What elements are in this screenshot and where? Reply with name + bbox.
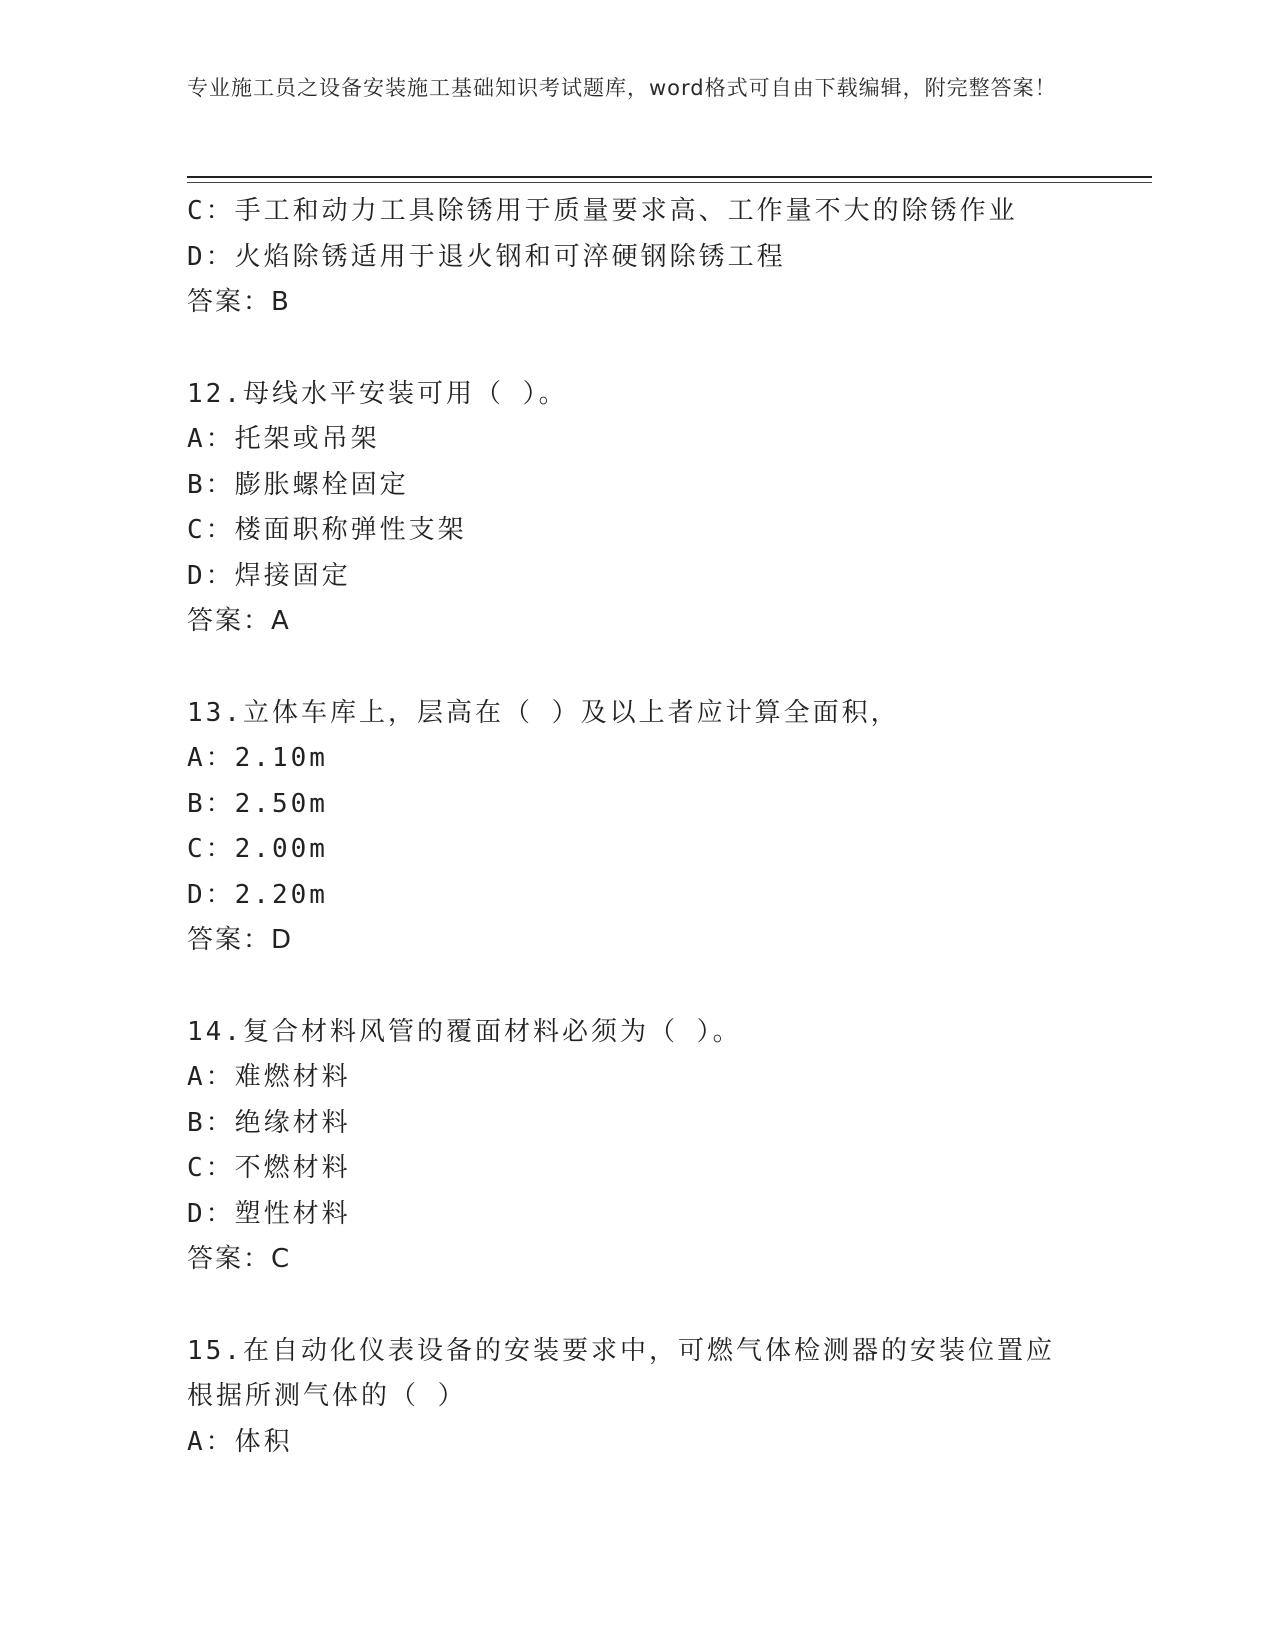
document-title: 专业施工员之设备安装施工基础知识考试题库，word格式可自由下载编辑，附完整答案！ (187, 76, 1057, 100)
spacer (187, 326, 1127, 372)
answer-line: 答案：B (187, 287, 291, 317)
option-c: C：手工和动力工具除锈用于质量要求高、工作量不大的除锈作业 (187, 196, 1018, 226)
question-text: 15.在自动化仪表设备的安装要求中，可燃气体检测器的安装位置应根据所测气体的（ ） (187, 1335, 1055, 1411)
option-d: D：塑性材料 (187, 1198, 351, 1229)
option-b: B：2.50m (187, 788, 328, 819)
question-block-12 (187, 372, 1127, 645)
spacer (187, 1283, 1127, 1329)
question-text: 12.母线水平安装可用（ ）。 (187, 378, 568, 409)
option-c: C：2.00m (187, 834, 328, 864)
option-b: B：膨胀螺栓固定 (187, 469, 409, 500)
option-c: C：不燃材料 (187, 1153, 351, 1183)
option-d: D：2.20m (187, 879, 328, 910)
answer-line: 答案：C (187, 1244, 292, 1274)
spacer (187, 964, 1127, 1010)
question-block-14 (187, 1010, 1127, 1283)
option-c: C：楼面职称弹性支架 (187, 515, 467, 545)
question-block-continued (187, 189, 1127, 326)
option-d: D：火焰除锈适用于退火钢和可淬硬钢除锈工程 (187, 241, 786, 272)
option-a: A：托架或吊架 (187, 424, 380, 454)
question-text: 14.复合材料风管的覆面材料必须为（ ）。 (187, 1016, 742, 1047)
header-rule-thick (187, 176, 1152, 178)
question-list (187, 189, 1127, 1465)
option-a: A：体积 (187, 1426, 293, 1457)
answer-line: 答案：D (187, 925, 294, 955)
spacer (187, 645, 1127, 691)
option-a: A：难燃材料 (187, 1062, 351, 1092)
header-rule-thin (187, 182, 1152, 183)
question-block-13 (187, 691, 1127, 964)
question-text: 13.立体车库上，层高在（ ）及以上者应计算全面积， (187, 697, 900, 728)
option-b: B：绝缘材料 (187, 1107, 351, 1138)
option-d: D：焊接固定 (187, 560, 351, 591)
document-header (187, 72, 1067, 105)
answer-line: 答案：A (187, 606, 291, 636)
question-block-15 (187, 1329, 1127, 1466)
option-a: A：2.10m (187, 743, 328, 773)
